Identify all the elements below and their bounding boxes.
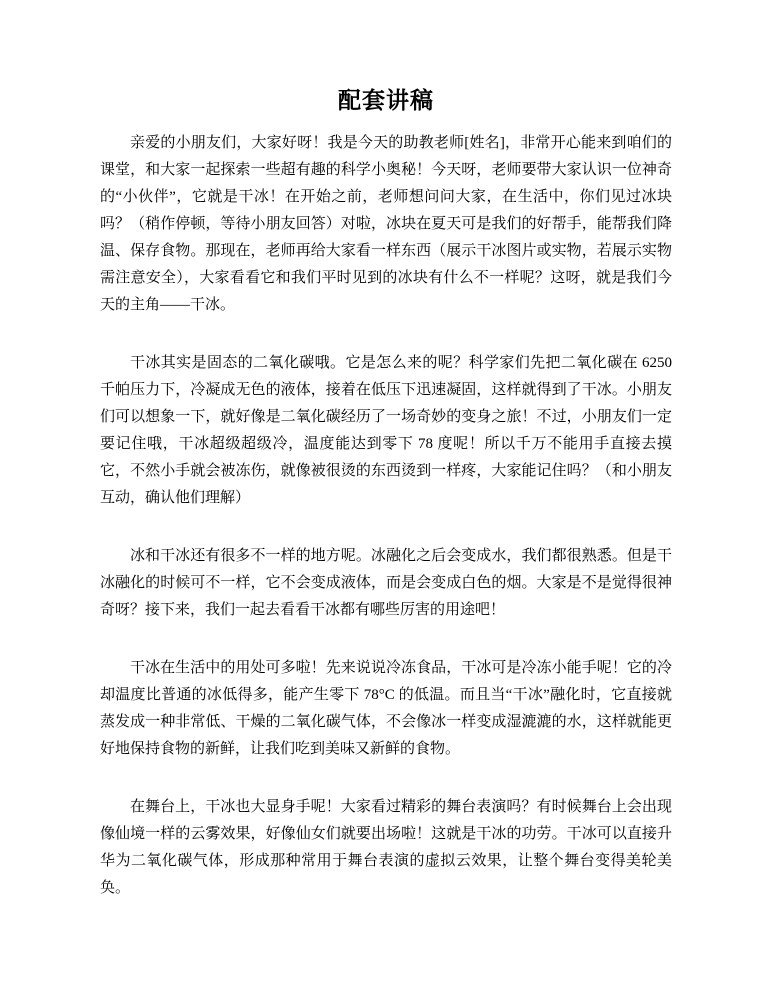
- document-title: 配套讲稿: [338, 88, 434, 113]
- paragraph: 在舞台上，干冰也大显身手呢！大家看过精彩的舞台表演吗？有时候舞台上会出现像仙境一样的云雾效果，好像仙女们就要出场啦！这就是干冰的功劳。干冰可以直接升华为二氧化碳气体，形成那种常用于舞台表演的虚拟云效果，让整个舞台变得美轮美奂。: [100, 799, 672, 896]
- paragraph: 干冰在生活中的用处可多啦！先来说说冷冻食品，干冰可是冷冻小能手呢！它的冷却温度比普通的冰低得多，能产生零下 78°C 的低温。而且当“干冰”融化时，它直接就蒸发成一种非常低、干燥的二氧化碳气体，不会像冰一样变成湿漉漉的水，这样就能更好地保持食物的新鲜，让我们吃到美味又新鲜的食物。: [100, 660, 672, 757]
- paragraph: 冰和干冰还有很多不一样的地方呢。冰融化之后会变成水，我们都很熟悉。但是干冰融化的时候可不一样，它不会变成液体，而是会变成白色的烟。大家是不是觉得很神奇呀？接下来，我们一起去看看干冰都有哪些厉害的用途吧！: [100, 548, 672, 618]
- paragraph: 亲爱的小朋友们，大家好呀！我是今天的助教老师[姓名]，非常开心能来到咱们的课堂，和大家一起探索一些超有趣的科学小奥秘！今天呀，老师要带大家认识一位神奇的“小伙伴”，它就是干冰！在开始之前，老师想问问大家，在生活中，你们见过冰块吗？（稍作停顿，等待小朋友回答）对啦，冰块在夏天可是我们的好帮手，能帮我们降温、保存食物。那现在，老师再给大家看一样东西（展示干冰图片或实物，若展示实物需注意安全），大家看看它和我们平时见到的冰块有什么不一样呢？这呀，就是我们今天的主角——干冰。: [100, 135, 672, 313]
- paragraph: 干冰其实是固态的二氧化碳哦。它是怎么来的呢？科学家们先把二氧化碳在 6250 千帕压力下，冷凝成无色的液体，接着在低压下迅速凝固，这样就得到了干冰。小朋友们可以想象一下，就好像是二氧化碳经历了一场奇妙的变身之旅！不过，小朋友们一定要记住哦，干冰超级超级冷，温度能达到零下 78 度呢！所以千万不能用手直接去摸它，不然小手就会被冻伤，就像被很烫的东西烫到一样疼，大家能记住吗？（和小朋友互动，确认他们理解）: [100, 355, 672, 506]
- document-body: [100, 130, 672, 902]
